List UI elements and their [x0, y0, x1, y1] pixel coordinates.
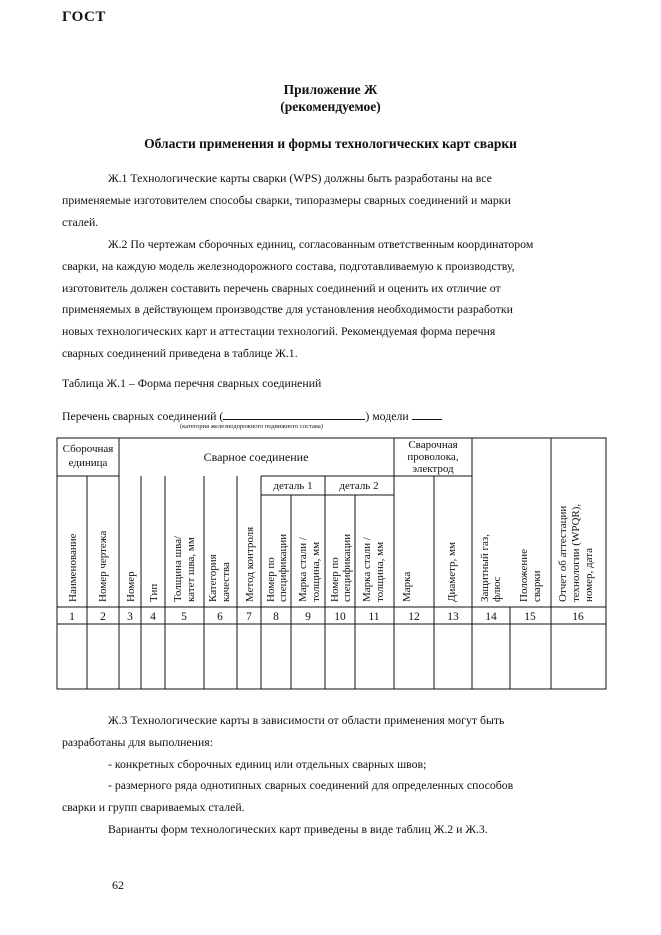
col-num-8: 8: [273, 611, 279, 623]
table-caption: Таблица Ж.1 – Форма перечня сварных соединений: [62, 376, 322, 390]
col-num-6: 6: [217, 611, 223, 623]
col-name: Наименование: [67, 533, 79, 602]
col-steel2-l2: толщина, мм: [374, 541, 386, 602]
col-steel1-l2: толщина, мм: [310, 541, 322, 602]
col-quality-l1: Категория: [207, 554, 219, 602]
col-type: Тип: [148, 583, 160, 602]
paragraph-zh2: Ж.2 По чертежам сборочных единиц, согласованным ответственным координатором сварки, на каждую модель железнодорожного состава, подготавливаемую к производству, изготовитель должен составить перечень сварных соединений и оценить их отличие от применяемых в действующем производстве для установления необходимости разработки новых технологических карт и аттестации технологий. Рекомендуемая форма перечня сварных соединений приведена в таблице Ж.1.: [62, 237, 534, 360]
col-steel1-l1: Марка стали /: [297, 537, 309, 602]
col-spec2-l2: спецификации: [341, 533, 353, 602]
col-quality-l2: качества: [220, 562, 232, 602]
col-num-16: 16: [572, 611, 584, 623]
group-consumable-l1: Сварочная: [408, 439, 458, 451]
col-num-11: 11: [368, 611, 380, 623]
col-report-l2: технологии (WPQR),: [570, 503, 582, 602]
appendix-title: Приложение Ж: [283, 82, 378, 97]
appendix-subtitle: (рекомендуемое): [280, 99, 381, 114]
col-num-13: 13: [447, 611, 459, 623]
paragraph-zh1: Ж.1 Технологические карты сварки (WPS) должны быть разработаны на все применяемые изготовителем способы сварки, типоразмеры сварных соединений и марки сталей.: [62, 171, 511, 229]
col-report-l1: Отчет об аттестации: [557, 505, 569, 602]
bullet-2: - размерного ряда однотипных сварных соединений для определенных способов: [108, 778, 514, 793]
col-grade: Марка: [401, 571, 413, 602]
col-diameter: Диаметр, мм: [446, 542, 458, 602]
col-num-2: 2: [100, 611, 106, 623]
col-spec2-l1: Номер по: [329, 557, 341, 602]
col-thickness-l2: катет шва, мм: [185, 537, 197, 602]
list-title-line: Перечень сварных соединений ( ) модели: [62, 408, 442, 424]
category-note: (категория железнодорожного подвижного состава): [180, 423, 323, 430]
col-inspection: Метод контроля: [244, 526, 256, 602]
col-num-9: 9: [305, 611, 311, 623]
col-num-7: 7: [246, 611, 252, 623]
page-number: 62: [112, 878, 124, 892]
col-num-10: 10: [334, 611, 346, 623]
group-assembly-l2: единица: [68, 457, 108, 469]
variants-text: Варианты форм технологических карт приведены в виде таблиц Ж.2 и Ж.3.: [108, 821, 488, 836]
sub-part1: деталь 1: [273, 480, 313, 492]
col-gas-l1: Защитный газ,: [479, 534, 491, 602]
group-assembly-l1: Сборочная: [62, 443, 114, 455]
col-position-l1: Положение: [518, 548, 530, 602]
appendix-heading: Области применения и формы технологических карт сварки: [144, 136, 517, 151]
sub-part2: деталь 2: [339, 480, 379, 492]
col-num-12: 12: [408, 611, 420, 623]
col-num-4: 4: [150, 611, 156, 623]
group-consumable-l2: проволока,: [407, 451, 459, 463]
paragraph-zh3: Ж.3 Технологические карты в зависимости от области применения могут быть разработаны для выполнения: - конкретных сборочных единиц или отдельных сварных швов; - размерного ряда однотипных сварных соединений для определенных способов сварки и групп свариваемых сталей. Варианты форм технологических карт приведены в виде таблиц Ж.2 и Ж.3.: [62, 713, 514, 836]
col-num-3: 3: [127, 611, 133, 623]
col-gas-l2: флюс: [491, 576, 503, 602]
col-steel2-l1: Марка стали /: [361, 537, 373, 602]
group-consumable-l3: электрод: [412, 463, 454, 475]
col-position-l2: сварки: [531, 570, 543, 602]
col-num-5: 5: [181, 611, 187, 623]
col-number: Номер: [125, 571, 137, 602]
col-report-l3: номер, дата: [583, 547, 595, 602]
col-num-15: 15: [524, 611, 536, 623]
group-joint: Сварное соединение: [203, 450, 309, 464]
col-thickness-l1: Толщина шва/: [172, 535, 184, 602]
bullet-1: - конкретных сборочных единиц или отдельных сварных швов;: [108, 756, 427, 771]
col-drawing-number: Номер чертежа: [97, 530, 109, 602]
col-spec1-l2: спецификации: [277, 533, 289, 602]
col-num-14: 14: [485, 611, 497, 623]
standard-header: ГОСТ: [62, 9, 106, 25]
col-spec1-l1: Номер по: [265, 557, 277, 602]
col-num-1: 1: [69, 611, 75, 623]
